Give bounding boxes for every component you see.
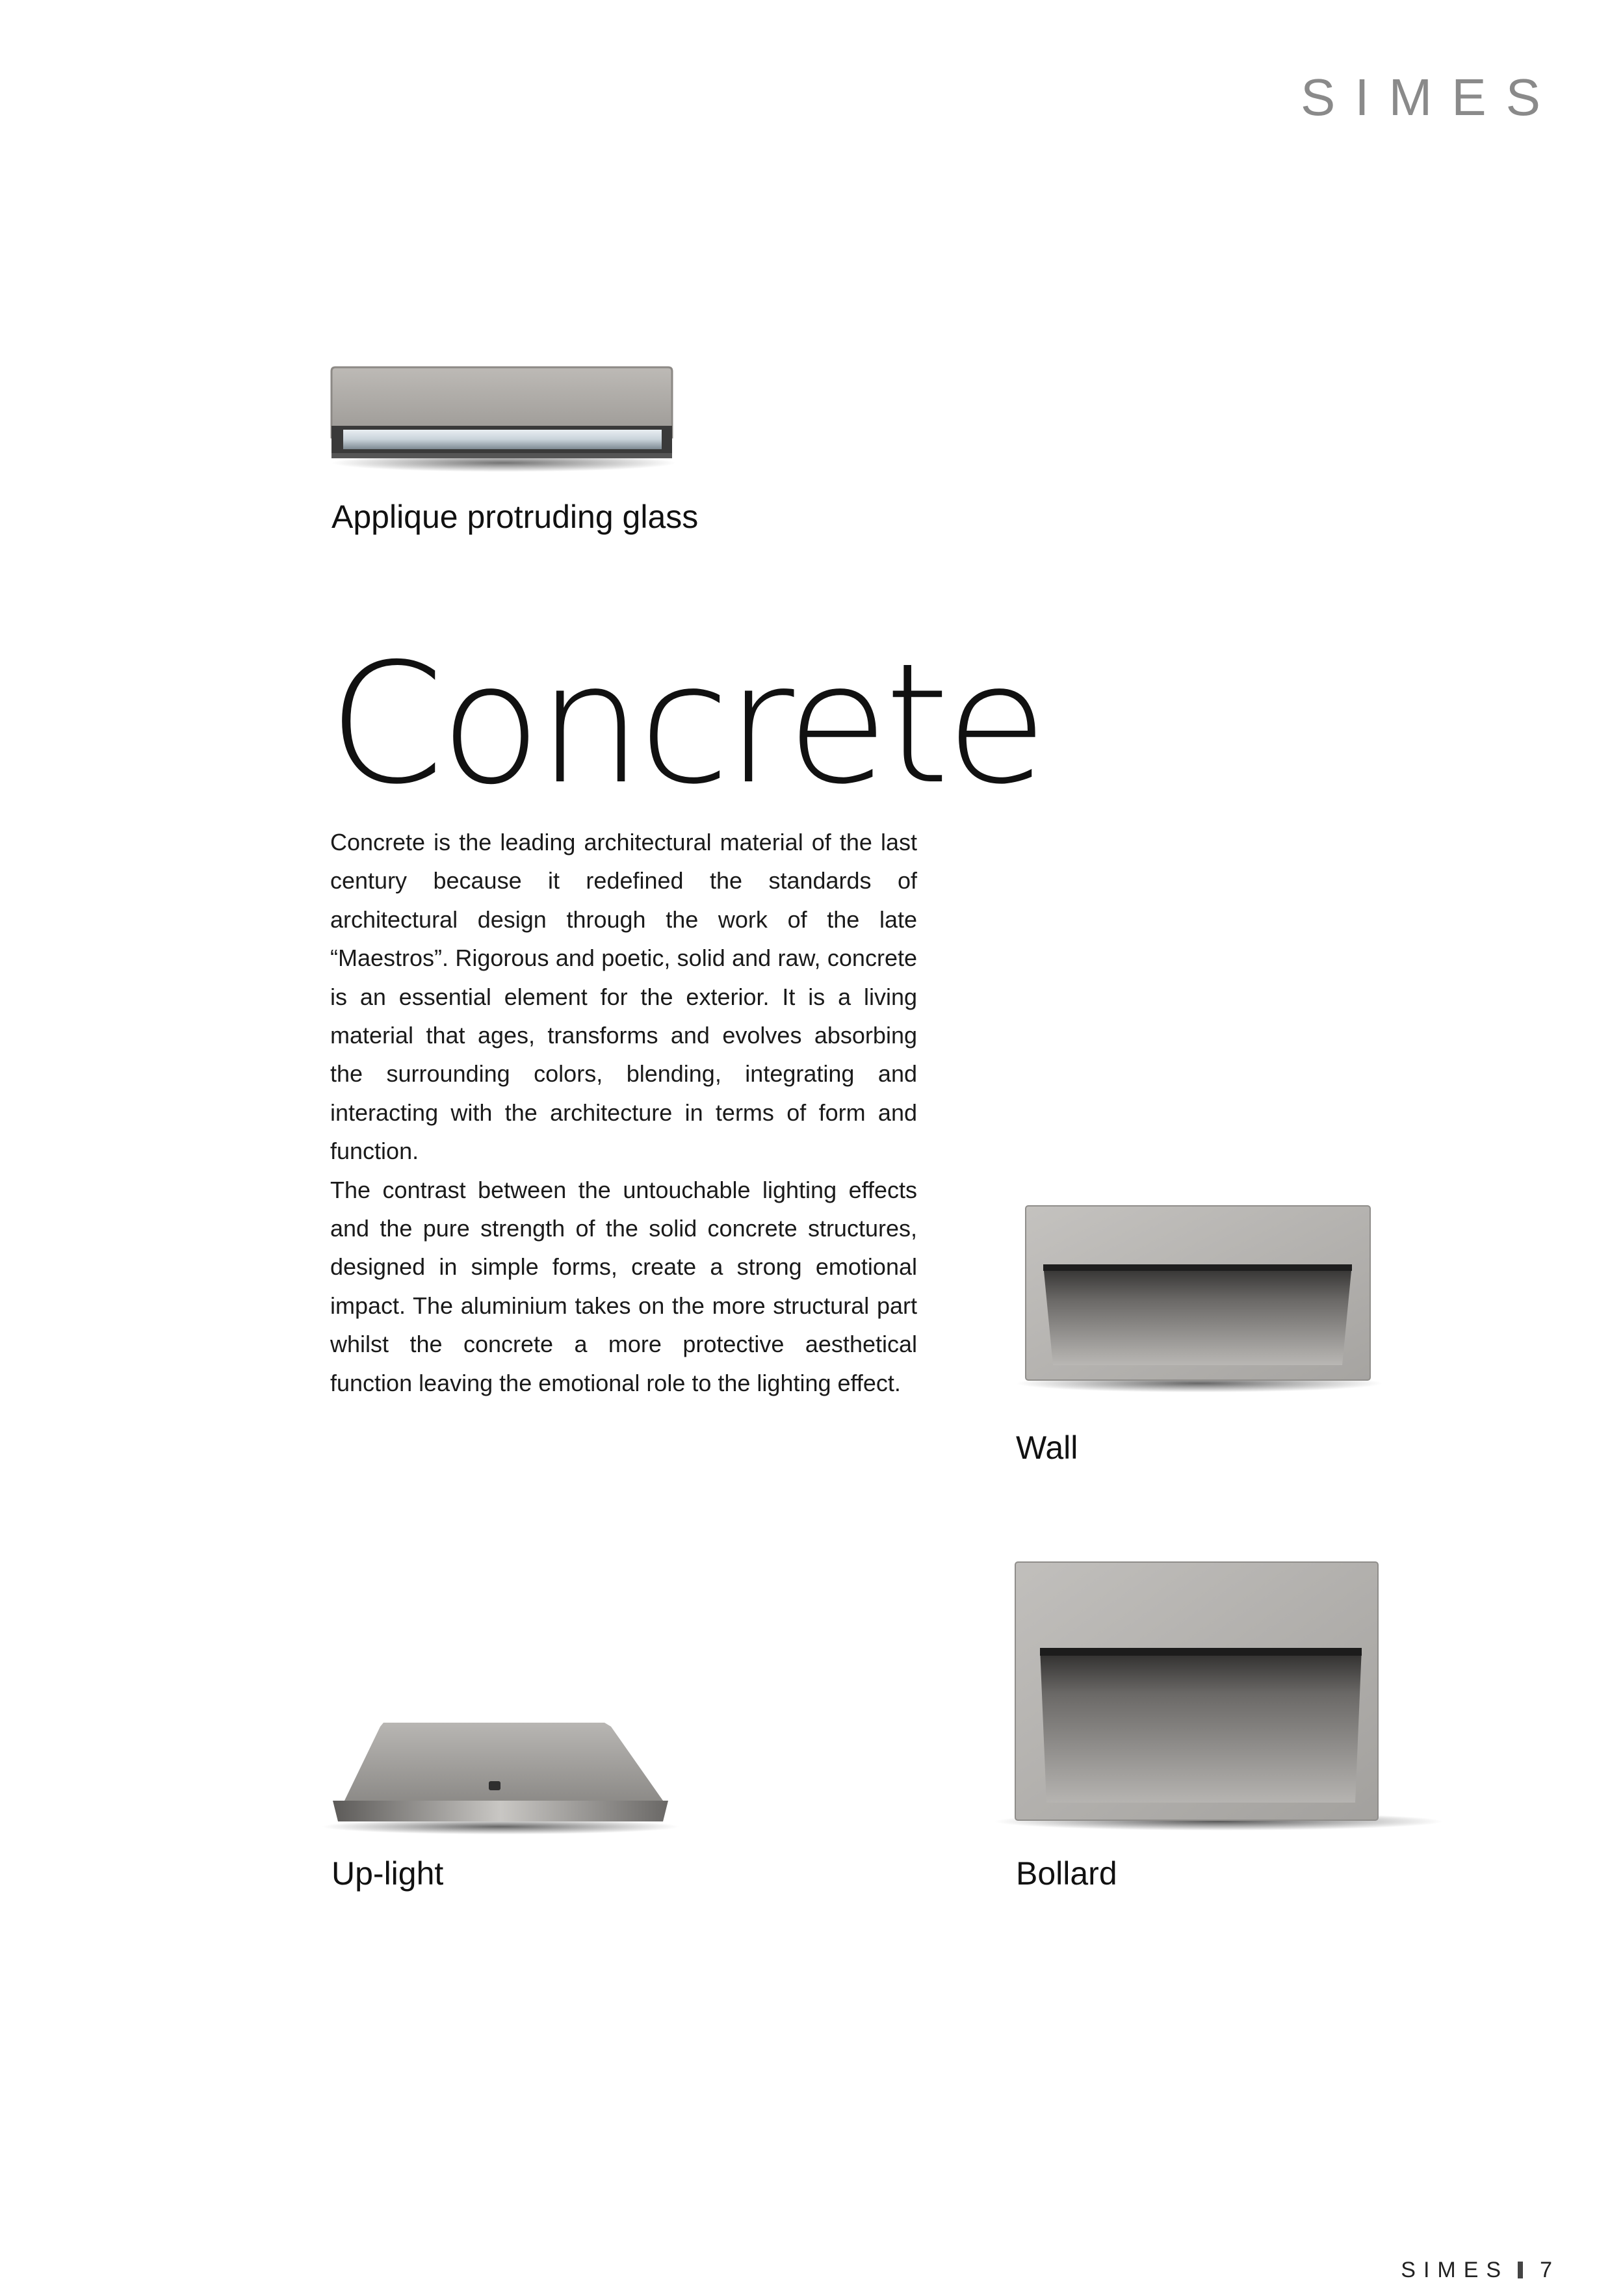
page-footer [1397,2256,1560,2284]
brand-logo-top: SIMES [1301,68,1560,126]
applique-caption: Applique protruding glass [331,499,699,535]
wall-caption: Wall [1016,1429,1078,1466]
footer-separator [1518,2262,1523,2278]
uplight-lamp-icon [318,1710,682,1840]
footer-brand: SIMES [1401,2258,1509,2282]
page-number: 7 [1540,2258,1560,2282]
page-title: Concrete [328,628,1044,821]
bollard-caption: Bollard [1016,1855,1117,1892]
article-body [330,823,917,1402]
article-paragraph-1: Concrete is the leading architectural material of the last century because it redefined the standards of architectural design through the work of the late “Maestros”. Rigorous and poetic, solid and raw, concrete is an essential element for the exterior. It is a living material that ages, transforms and evolves absorbing the surrounding colors, blending, integrating and interacting with the architecture in terms of form and function. [330,829,917,1165]
bollard-lamp-icon [994,1557,1443,1836]
wall-lamp-icon [1014,1199,1384,1401]
uplight-caption: Up-light [331,1855,444,1892]
applique-lamp-icon [325,361,676,478]
article-paragraph-2: The contrast between the untouchable lighting effects and the pure strength of the solid concrete structures, designed in simple forms, create a strong emotional impact. The aluminium takes on the more structural part whilst the concrete a more protective aesthetical function leaving the emotional role to the lighting effect. [330,1176,917,1396]
